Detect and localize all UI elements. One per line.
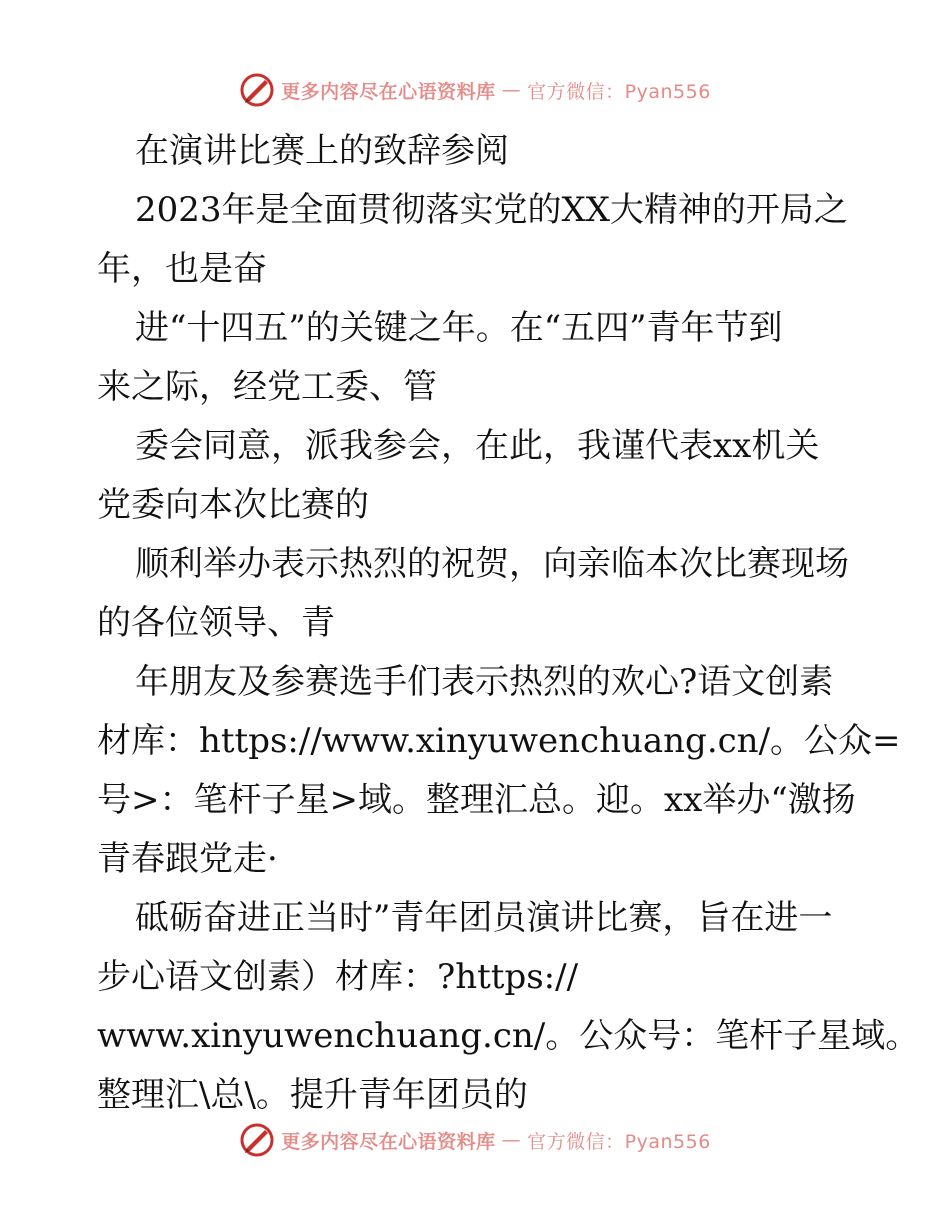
- paragraph-line: 年朋友及参赛选手们表示热烈的欢心?语文创素: [135, 662, 834, 702]
- paragraph-line: 材库：https://www.xinyuwenchuang.cn/。公众=: [97, 721, 901, 761]
- paragraph-line: 年，也是奋: [97, 249, 267, 289]
- paragraph-line: 进“十四五”的关键之年。在“五四”青年节到: [135, 308, 783, 348]
- header-banner: [0, 68, 950, 112]
- banner-main-text: 更多内容尽在心语资料库: [281, 80, 496, 103]
- paragraph-line: 整理汇\总\。提升青年团员的: [97, 1075, 528, 1115]
- paragraph-line: 顺利举办表示热烈的祝贺，向亲临本次比赛现场: [135, 544, 849, 584]
- paragraph-line: 的各位领导、青: [97, 603, 335, 643]
- banner-wechat-text: 官方微信：Pyan556: [527, 80, 711, 103]
- document-body: [97, 122, 920, 1125]
- paragraph-line: www.xinyuwenchuang.cn/。公众号：笔杆子星域。: [97, 1016, 920, 1056]
- paragraph-line: 号>：笔杆子星>域。整理汇总。迎。xx举办“激扬: [97, 780, 856, 820]
- paragraph-line: 步心语文创素）材库：?https://: [97, 957, 579, 997]
- paragraph-line: 党委向本次比赛的: [97, 485, 369, 525]
- paragraph-line: 来之际，经党工委、管: [97, 367, 437, 407]
- paragraph-line: 青春跟党走·: [97, 839, 278, 879]
- footer-banner: [0, 1118, 950, 1162]
- banner-dash: —: [501, 79, 522, 101]
- red-pen-logo-icon: [239, 72, 275, 108]
- doc-title: 在演讲比赛上的致辞参阅: [135, 131, 509, 171]
- paragraph-line: 2023年是全面贯彻落实党的XX大精神的开局之: [135, 190, 848, 230]
- banner-dash: —: [501, 1129, 522, 1151]
- paragraph-line: 砥砺奋进正当时”青年团员演讲比赛，旨在进一: [135, 898, 833, 938]
- red-pen-logo-icon: [239, 1122, 275, 1158]
- banner-main-text: 更多内容尽在心语资料库: [281, 1130, 496, 1153]
- banner-wechat-text: 官方微信：Pyan556: [527, 1130, 711, 1153]
- paragraph-line: 委会同意，派我参会，在此，我谨代表xx机关: [135, 426, 820, 466]
